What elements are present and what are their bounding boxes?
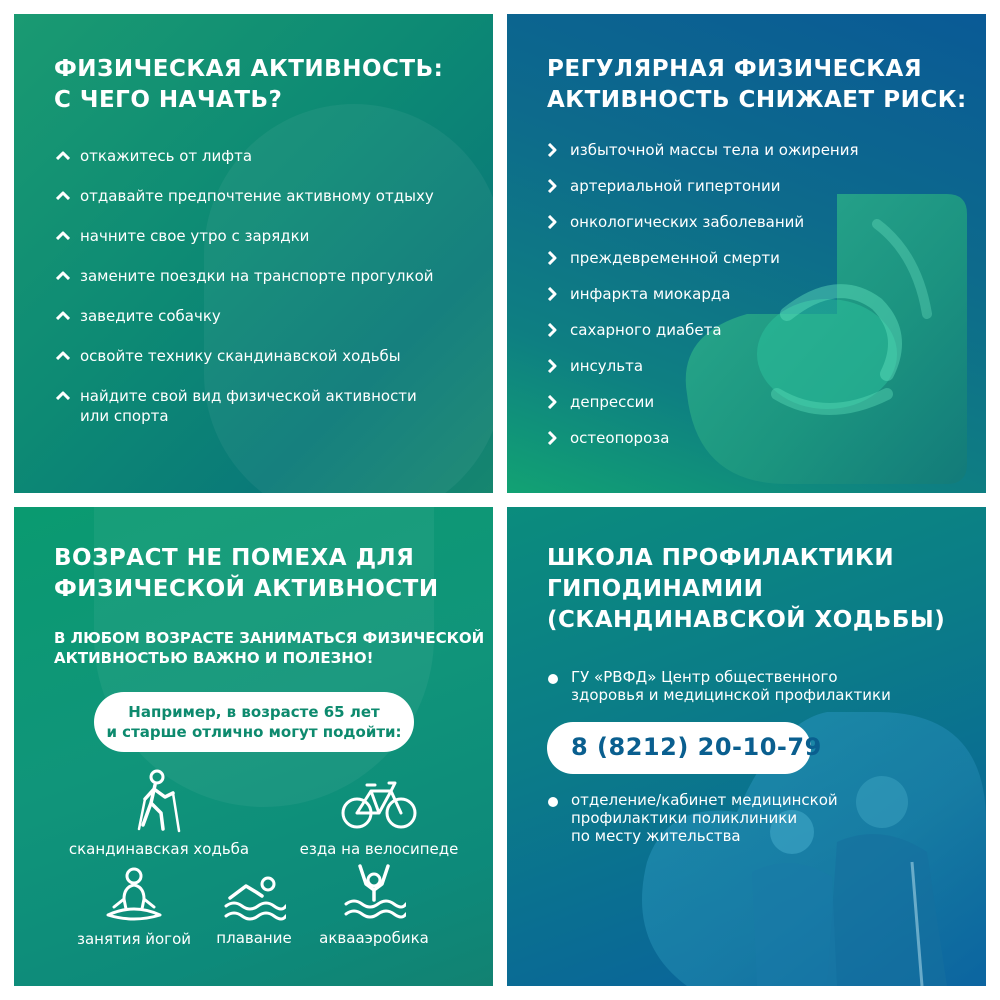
example-pill: [94, 692, 414, 752]
activity-label: езда на велосипеде: [299, 840, 459, 858]
list-item: [544, 284, 924, 304]
list-item-text: инфаркта миокарда: [570, 285, 731, 303]
bicycle-icon: [341, 769, 417, 833]
chevron-up-icon: [56, 391, 70, 400]
list-item-text: освойте технику скандинавской ходьбы: [80, 347, 401, 365]
activity-nordic-walking: [64, 769, 254, 859]
panel3-title-line1: ВОЗРАСТ НЕ ПОМЕХА ДЛЯ: [54, 545, 415, 571]
list-item-text: заведите собачку: [80, 307, 221, 325]
panel4-title-line1: ШКОЛА ПРОФИЛАКТИКИ: [547, 545, 895, 571]
list-item-text: остеопороза: [570, 429, 670, 447]
chevron-up-icon: [56, 271, 70, 280]
activity-label: аквааэробика: [319, 929, 429, 947]
list-item-text: отдавайте предпочтение активному отдыху: [80, 187, 434, 205]
list-item: [54, 186, 474, 206]
panel3-title: [54, 543, 439, 605]
chevron-right-icon: [547, 431, 557, 445]
phone-pill[interactable]: [547, 722, 822, 774]
activity-swimming: [204, 872, 304, 948]
organization-text: [571, 668, 891, 704]
list-item-text: депрессии: [570, 393, 655, 411]
aqua-aerobics-icon: [342, 862, 406, 922]
panel-age-no-obstacle: [14, 507, 493, 986]
bullet-dot: [548, 797, 558, 807]
chevron-right-icon: [547, 323, 557, 337]
list-item-text: онкологических заболеваний: [570, 213, 805, 231]
chevron-right-icon: [547, 215, 557, 229]
pill-text-line1: Например, в возрасте 65 лет: [128, 703, 380, 721]
panel2-title-line2: АКТИВНОСТЬ СНИЖАЕТ РИСК:: [547, 87, 967, 113]
list-item: [544, 392, 924, 412]
nordic-walking-icon: [129, 769, 189, 833]
chevron-right-icon: [547, 143, 557, 157]
activity-label: плавание: [216, 929, 292, 947]
list-item: [54, 346, 474, 366]
phone-number[interactable]: 8 (8212) 20-10-79: [571, 733, 822, 761]
activity-label: скандинавская ходьба: [68, 840, 250, 858]
chevron-up-icon: [56, 351, 70, 360]
organization-line1: ГУ «РВФД» Центр общественного: [571, 668, 838, 686]
panel1-title-line1: ФИЗИЧЕСКАЯ АКТИВНОСТЬ:: [54, 56, 444, 82]
chevron-up-icon: [56, 231, 70, 240]
panel3-subtitle-line1: В ЛЮБОМ ВОЗРАСТЕ ЗАНИМАТЬСЯ ФИЗИЧЕСКОЙ: [54, 629, 485, 647]
organization-line2: здоровья и медицинской профилактики: [571, 686, 891, 704]
swimming-icon: [222, 872, 286, 922]
activity-label: занятия йогой: [76, 930, 191, 948]
list-item-text: артериальной гипертонии: [570, 177, 781, 195]
panel3-title-line2: ФИЗИЧЕСКОЙ АКТИВНОСТИ: [54, 576, 439, 602]
panel3-subtitle: [54, 628, 484, 668]
list-item: [54, 266, 474, 286]
panel4-title: [547, 543, 945, 636]
panel1-list: [54, 146, 474, 446]
office-line2: профилактики поликлиники: [571, 809, 798, 827]
pill-text-line2: и старше отлично могут подойти:: [106, 723, 402, 741]
list-item: [544, 356, 924, 376]
list-item-text: найдите свой вид физической активности или спорта: [80, 387, 417, 425]
panel-hypodynamia-school: [507, 507, 986, 986]
list-item: [54, 306, 474, 326]
chevron-up-icon: [56, 151, 70, 160]
list-item: [544, 320, 924, 340]
panel3-subtitle-line2: АКТИВНОСТЬЮ ВАЖНО И ПОЛЕЗНО!: [54, 649, 374, 667]
list-item: [544, 212, 924, 232]
list-item: [54, 146, 474, 166]
chevron-up-icon: [56, 311, 70, 320]
yoga-icon: [104, 867, 164, 923]
list-item: [544, 428, 924, 448]
list-item: [544, 176, 924, 196]
list-item-text: инсульта: [570, 357, 644, 375]
panel4-title-line2: ГИПОДИНАМИИ: [547, 576, 764, 602]
activity-cycling: [289, 769, 469, 859]
list-item: [544, 140, 924, 160]
chevron-right-icon: [547, 179, 557, 193]
chevron-right-icon: [547, 251, 557, 265]
list-item: [54, 386, 424, 426]
panel1-title-line2: С ЧЕГО НАЧАТЬ?: [54, 87, 283, 113]
list-item-text: избыточной массы тела и ожирения: [570, 141, 859, 159]
panel-activity-reduces-risk: [507, 14, 986, 493]
panel4-title-line3: (СКАНДИНАВСКОЙ ХОДЬБЫ): [547, 607, 946, 633]
chevron-right-icon: [547, 395, 557, 409]
activity-yoga: [69, 867, 199, 949]
chevron-right-icon: [547, 359, 557, 373]
office-line3: по месту жительства: [571, 827, 741, 845]
chevron-right-icon: [547, 287, 557, 301]
activity-aqua-aerobics: [314, 862, 434, 948]
panel2-list: [544, 140, 924, 464]
list-item-text: преждевременной смерти: [570, 249, 780, 267]
panel1-title: [54, 54, 443, 116]
list-item-text: замените поездки на транспорте прогулкой: [80, 267, 434, 285]
panel2-title: [547, 54, 967, 116]
panel-physical-activity-start: [14, 14, 493, 493]
list-item-text: откажитесь от лифта: [80, 147, 253, 165]
list-item: [544, 248, 924, 268]
bullet-dot: [548, 674, 558, 684]
office-text: [571, 791, 838, 845]
chevron-up-icon: [56, 191, 70, 200]
list-item-text: сахарного диабета: [570, 321, 722, 339]
list-item: [54, 226, 474, 246]
list-item-text: начните свое утро с зарядки: [80, 227, 310, 245]
panel2-title-line1: РЕГУЛЯРНАЯ ФИЗИЧЕСКАЯ: [547, 56, 923, 82]
office-line1: отделение/кабинет медицинской: [571, 791, 838, 809]
